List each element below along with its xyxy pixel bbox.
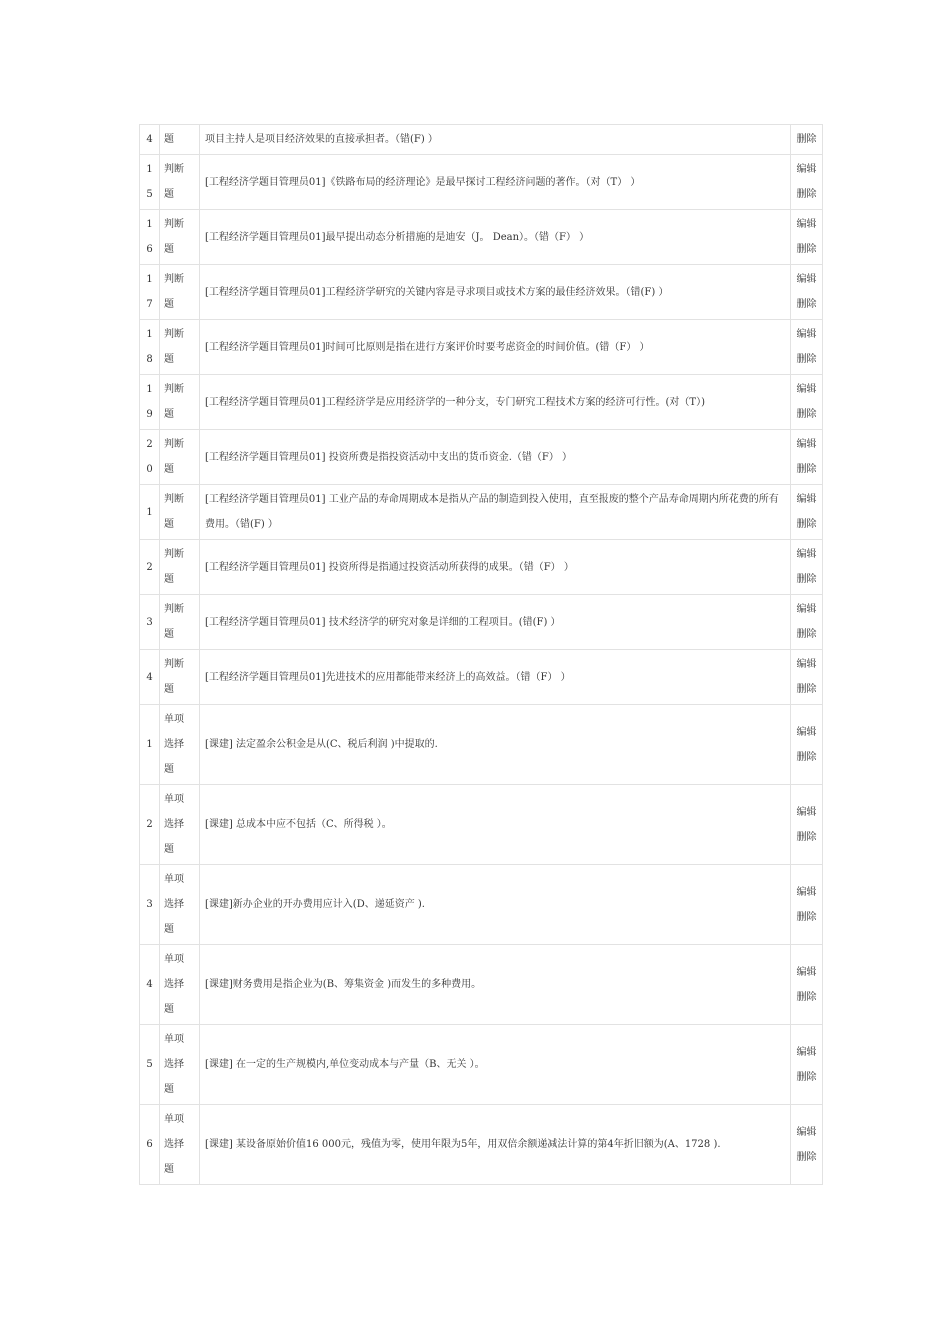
edit-link[interactable]: 编辑	[796, 439, 817, 450]
question-number-part: 0	[146, 464, 153, 475]
question-number	[140, 210, 160, 265]
question-number-part: 1	[146, 329, 153, 340]
question-type-part: 题	[164, 519, 174, 530]
question-number	[140, 125, 160, 155]
question-actions	[791, 375, 823, 430]
question-type-part: 选择	[164, 1139, 184, 1150]
question-type-part: 选择	[164, 979, 184, 990]
delete-link[interactable]: 删除	[796, 244, 817, 255]
edit-link[interactable]: 编辑	[796, 329, 817, 340]
question-number	[140, 430, 160, 485]
question-actions	[791, 595, 823, 650]
question-row	[140, 540, 823, 595]
question-actions	[791, 155, 823, 210]
question-actions	[791, 1025, 823, 1105]
question-number-part: 4	[146, 134, 153, 145]
question-row	[140, 945, 823, 1025]
delete-link[interactable]: 删除	[796, 751, 817, 763]
question-number-part: 1	[146, 164, 153, 175]
question-number	[140, 485, 160, 540]
question-type	[160, 705, 200, 785]
question-type-part: 题	[164, 629, 174, 640]
question-type-part: 题	[164, 244, 174, 255]
question-type-part: 题	[164, 409, 174, 420]
question-type-part: 判断	[164, 439, 184, 450]
question-type-part: 选择	[164, 899, 184, 910]
question-table	[139, 124, 823, 1185]
question-actions	[791, 945, 823, 1025]
question-text: [工程经济学题目管理员01]时间可比原则是指在进行方案评价时要考虑资金的时间价值。(错（F） ）	[200, 320, 791, 375]
question-actions	[791, 210, 823, 265]
question-number-part: 1	[146, 739, 153, 750]
question-row	[140, 650, 823, 705]
edit-link[interactable]: 编辑	[796, 726, 817, 738]
question-number-part: 5	[146, 1059, 153, 1070]
question-row	[140, 1105, 823, 1185]
question-number	[140, 540, 160, 595]
delete-link[interactable]: 删除	[796, 574, 817, 585]
question-type	[160, 265, 200, 320]
question-text: [课建]财务费用是指企业为(B、筹集资金 )而发生的多种费用。	[200, 945, 791, 1025]
question-type-part: 选择	[164, 819, 184, 830]
question-type	[160, 375, 200, 430]
delete-link[interactable]: 删除	[796, 684, 817, 695]
question-number	[140, 1105, 160, 1185]
edit-link[interactable]: 编辑	[796, 384, 817, 395]
question-text: [工程经济学题目管理员01] 投资所得是指通过投资活动所获得的成果。（错（F） ）	[200, 540, 791, 595]
question-type	[160, 155, 200, 210]
question-row	[140, 1025, 823, 1105]
question-row	[140, 485, 823, 540]
question-type-part: 题	[164, 924, 174, 935]
question-type-part: 题	[164, 574, 174, 585]
question-text: [工程经济学题目管理员01] 技术经济学的研究对象是详细的工程项目。(错(F) ）	[200, 595, 791, 650]
question-number	[140, 945, 160, 1025]
question-text: [工程经济学题目管理员01]最早提出动态分析措施的是迪安（J。 Dean）。（错（F） ）	[200, 210, 791, 265]
question-type-part: 判断	[164, 164, 184, 175]
question-type	[160, 945, 200, 1025]
question-type-part: 判断	[164, 549, 184, 560]
question-type-part: 选择	[164, 739, 184, 750]
question-actions	[791, 265, 823, 320]
question-number	[140, 785, 160, 865]
question-number-part: 2	[146, 819, 153, 830]
question-type-part: 题	[164, 189, 174, 200]
question-number	[140, 320, 160, 375]
question-number-part: 1	[146, 506, 153, 518]
question-type-part: 单项	[164, 954, 184, 965]
edit-link[interactable]: 编辑	[796, 164, 817, 175]
question-number-part: 1	[146, 219, 153, 230]
delete-link[interactable]: 删除	[796, 189, 817, 200]
question-type-part: 题	[164, 1084, 174, 1095]
question-number	[140, 1025, 160, 1105]
question-type	[160, 650, 200, 705]
edit-link[interactable]: 编辑	[796, 966, 817, 978]
question-type-part: 判断	[164, 384, 184, 395]
question-actions	[791, 705, 823, 785]
question-actions	[791, 125, 823, 155]
question-number	[140, 375, 160, 430]
question-number-part: 3	[146, 616, 153, 628]
delete-link[interactable]: 删除	[796, 409, 817, 420]
question-type-part: 题	[164, 1004, 174, 1015]
question-type-part: 题	[164, 299, 174, 310]
question-type	[160, 785, 200, 865]
question-text: [工程经济学题目管理员01] 投资所费是指投资活动中支出的货币资金.（错（F） ）	[200, 430, 791, 485]
question-number-part: 7	[146, 299, 153, 310]
question-actions	[791, 1105, 823, 1185]
delete-link[interactable]: 删除	[796, 519, 817, 530]
question-number	[140, 650, 160, 705]
question-number-part: 1	[146, 274, 153, 285]
edit-link[interactable]: 编辑	[796, 1046, 817, 1058]
question-type-part: 选择	[164, 1059, 184, 1070]
delete-link[interactable]: 删除	[796, 1071, 817, 1083]
question-text: [课建] 法定盈余公积金是从(C、税后利润 )中提取的.	[200, 705, 791, 785]
question-type-part: 判断	[164, 604, 184, 615]
question-number	[140, 265, 160, 320]
edit-link[interactable]: 编辑	[796, 604, 817, 615]
question-type-part: 判断	[164, 219, 184, 230]
edit-link[interactable]: 编辑	[796, 1126, 817, 1138]
question-number-part: 1	[146, 384, 153, 395]
question-type-part: 题	[164, 764, 174, 775]
edit-link[interactable]: 编辑	[796, 494, 817, 505]
question-number	[140, 155, 160, 210]
question-type-part: 单项	[164, 1114, 184, 1125]
edit-link[interactable]: 编辑	[796, 274, 817, 285]
question-actions	[791, 785, 823, 865]
question-number-part: 6	[146, 1139, 153, 1150]
delete-link[interactable]: 删除	[796, 629, 817, 640]
question-type-part: 题	[164, 354, 174, 365]
question-type	[160, 1025, 200, 1105]
question-text: [课建] 在一定的生产规模内,单位变动成本与产量（B、无关 ）。	[200, 1025, 791, 1105]
question-type-part: 题	[164, 844, 174, 855]
question-type-part: 判断	[164, 659, 184, 670]
question-actions	[791, 540, 823, 595]
edit-link[interactable]: 编辑	[796, 886, 817, 898]
question-number-part: 5	[146, 189, 153, 200]
question-number-part: 2	[146, 561, 153, 573]
question-text: [课建] 某设备原始价值16 000元，残值为零，使用年限为5年，用双倍余额递减法计算的第4年折旧额为(A、1728 ).	[200, 1105, 791, 1185]
question-type-part: 题	[164, 684, 174, 695]
delete-link[interactable]: 删除	[796, 991, 817, 1003]
question-type-part: 单项	[164, 1034, 184, 1045]
edit-link[interactable]: 编辑	[796, 806, 817, 818]
delete-link[interactable]: 删除	[796, 354, 817, 365]
question-row	[140, 265, 823, 320]
question-text: [课建] 总成本中应不包括（C、所得税 ）。	[200, 785, 791, 865]
question-type-part: 单项	[164, 874, 184, 885]
question-text: [工程经济学题目管理员01]工程经济学是应用经济学的一种分支，专门研究工程技术方案的经济可行性。(对（T）)	[200, 375, 791, 430]
question-row	[140, 210, 823, 265]
question-number	[140, 865, 160, 945]
question-type-part: 题	[164, 464, 174, 475]
question-number	[140, 705, 160, 785]
delete-link[interactable]: 删除	[796, 911, 817, 923]
question-text: [工程经济学题目管理员01]《铁路布局的经济理论》是最早探讨工程经济问题的著作。（对（T） ）	[200, 155, 791, 210]
question-type-part: 判断	[164, 494, 184, 505]
question-type-part: 单项	[164, 714, 184, 725]
question-row	[140, 865, 823, 945]
edit-link[interactable]: 编辑	[796, 659, 817, 670]
question-type	[160, 865, 200, 945]
question-row	[140, 375, 823, 430]
question-number-part: 6	[146, 244, 153, 255]
question-type-part: 单项	[164, 794, 184, 805]
question-row	[140, 705, 823, 785]
delete-link[interactable]: 删除	[796, 299, 817, 310]
question-row	[140, 125, 823, 155]
question-row	[140, 595, 823, 650]
question-type	[160, 320, 200, 375]
question-number-part: 4	[146, 979, 153, 990]
edit-link[interactable]: 编辑	[796, 219, 817, 230]
question-number-part: 3	[146, 899, 153, 910]
question-type	[160, 210, 200, 265]
question-actions	[791, 430, 823, 485]
question-type	[160, 125, 200, 155]
question-type	[160, 430, 200, 485]
question-number-part: 4	[146, 671, 153, 683]
question-table-body	[140, 125, 823, 1185]
question-type	[160, 595, 200, 650]
delete-link[interactable]: 删除	[796, 134, 817, 145]
question-number-part: 2	[146, 439, 153, 450]
question-row	[140, 320, 823, 375]
question-number	[140, 595, 160, 650]
question-type-part: 判断	[164, 329, 184, 340]
edit-link[interactable]: 编辑	[796, 549, 817, 560]
question-actions	[791, 865, 823, 945]
delete-link[interactable]: 删除	[796, 464, 817, 475]
question-row	[140, 785, 823, 865]
question-actions	[791, 320, 823, 375]
delete-link[interactable]: 删除	[796, 831, 817, 843]
question-row	[140, 155, 823, 210]
question-text: 项目主持人是项目经济效果的直接承担者。（错(F) ）	[200, 125, 791, 155]
question-text: [工程经济学题目管理员01] 工业产品的寿命周期成本是指从产品的制造到投入使用，直至报废的整个产品寿命周期内所花费的所有费用。（错(F) ）	[200, 485, 791, 540]
question-number-part: 9	[146, 409, 153, 420]
question-text: [课建]新办企业的开办费用应计入(D、递延资产 ).	[200, 865, 791, 945]
question-actions	[791, 485, 823, 540]
question-type	[160, 1105, 200, 1185]
delete-link[interactable]: 删除	[796, 1151, 817, 1163]
question-type	[160, 540, 200, 595]
question-type-part: 判断	[164, 274, 184, 285]
question-type	[160, 485, 200, 540]
question-actions	[791, 650, 823, 705]
question-number-part: 8	[146, 354, 153, 365]
question-type-part: 题	[164, 134, 174, 145]
question-text: [工程经济学题目管理员01]工程经济学研究的关键内容是寻求项目或技术方案的最佳经济效果。（错(F) ）	[200, 265, 791, 320]
question-row	[140, 430, 823, 485]
question-type-part: 题	[164, 1164, 174, 1175]
question-text: [工程经济学题目管理员01]先进技术的应用都能带来经济上的高效益。（错（F） ）	[200, 650, 791, 705]
